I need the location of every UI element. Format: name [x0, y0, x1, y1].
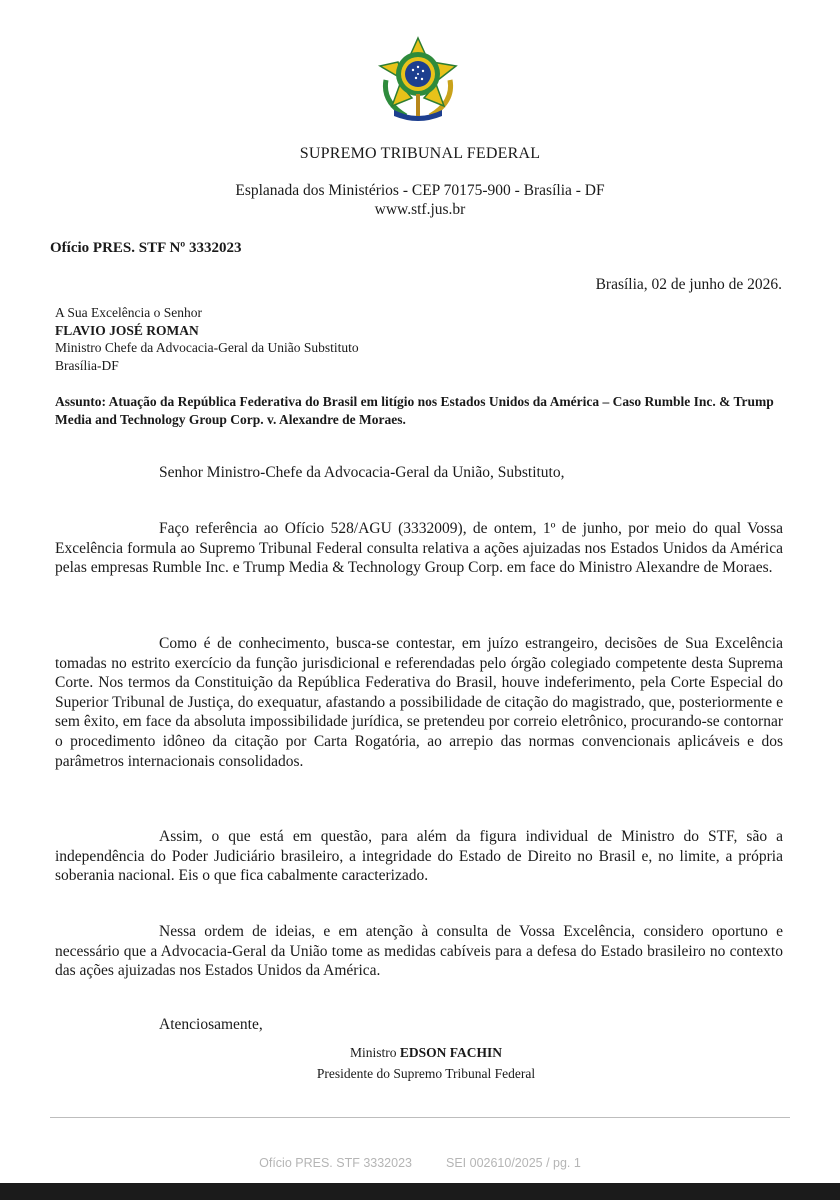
court-address: Esplanada dos Ministérios - CEP 70175-900 - Brasília - DF: [235, 182, 605, 199]
signature-prefix: Ministro: [349, 1045, 397, 1060]
body-paragraph: Faço referência ao Ofício 528/AGU (3332009), de ontem, 1º de junho, por meio do qual Vossa Excelência formula ao Supremo Tribunal Federal consulta relativa a ações ajuizadas nos Estados Unidos da América pelas empresas Rumble Inc. e Trump Media & Technology Group Corp. em face do Ministro Alexandre de Moraes.: [55, 520, 783, 577]
recipient-title: Ministro Chefe da Advocacia-Geral da União Substituto: [55, 340, 359, 355]
bottom-bar: [0, 1183, 840, 1200]
recipient-block: [55, 304, 359, 374]
court-name: SUPREMO TRIBUNAL FEDERAL: [299, 145, 541, 162]
closing: Atenciosamente,: [159, 1016, 263, 1033]
signature-role: Presidente do Supremo Tribunal Federal: [316, 1066, 536, 1081]
body-paragraph: Nessa ordem de ideias, e em atenção à consulta de Vossa Excelência, considero oportuno e necessário que a Advocacia-Geral da União tome as medidas cabíveis para a defesa do Estado brasileiro no contexto das ações ajuizadas nos Estados Unidos da América.: [55, 923, 783, 980]
recipient-greeting: A Sua Excelência o Senhor: [55, 305, 202, 320]
footer-divider: [50, 1117, 790, 1118]
body-paragraph: Como é de conhecimento, busca-se contestar, em juízo estrangeiro, decisões de Sua Excelência tomadas no estrito exercício da função jurisdicional e referendadas pelo órgão colegiado competente desta Suprema Corte. Nos termos da Constituição da República Federativa do Brasil, houve indeferimento, pela Corte Especial do Superior Tribunal de Justiça, do exequatur, afastando a possibilidade de citação do magistrado, que, posteriormente e sem êxito, em face da absoluta impossibilidade jurídica, se pretendeu por correio eletrônico, procurando-se contornar o procedimento idôneo da citação por Carta Rogatória, ao arrepio das normas convencionais aplicáveis e dos parâmetros internacionais consolidados.: [55, 635, 783, 770]
recipient-name: FLAVIO JOSÉ ROMAN: [55, 322, 199, 338]
signature-line: [0, 1045, 840, 1061]
signature-name: EDSON FACHIN: [399, 1045, 503, 1060]
body-paragraph: Assim, o que está em questão, para além da figura individual de Ministro do STF, são a independência do Poder Judiciário brasileiro, a integridade do Estado de Direito no Brasil e, no limite, a própria soberania nacional. Eis o que fica cabalmente caracterizado.: [55, 828, 783, 885]
footer-sei: SEI 002610/2025 / pg. 1: [446, 1156, 581, 1170]
court-website: www.stf.jus.br: [374, 201, 466, 218]
recipient-location: Brasília-DF: [55, 357, 119, 373]
brazil-coat-of-arms-icon: [372, 36, 464, 122]
court-address-block: [0, 181, 840, 219]
document-date: Brasília, 02 de junho de 2026.: [595, 276, 782, 293]
footer-reference: Ofício PRES. STF 3332023: [259, 1156, 412, 1170]
salutation: Senhor Ministro-Chefe da Advocacia-Geral da União, Substituto,: [159, 464, 565, 481]
subject-line: Assunto: Atuação da República Federativa do Brasil em litígio nos Estados Unidos da América – Caso Rumble Inc. & Trump Media and Technology Group Corp. v. Alexandre de Moraes.: [55, 394, 774, 427]
page-footer: [0, 1156, 840, 1170]
document-reference: Ofício PRES. STF Nº 3332023: [50, 240, 242, 256]
